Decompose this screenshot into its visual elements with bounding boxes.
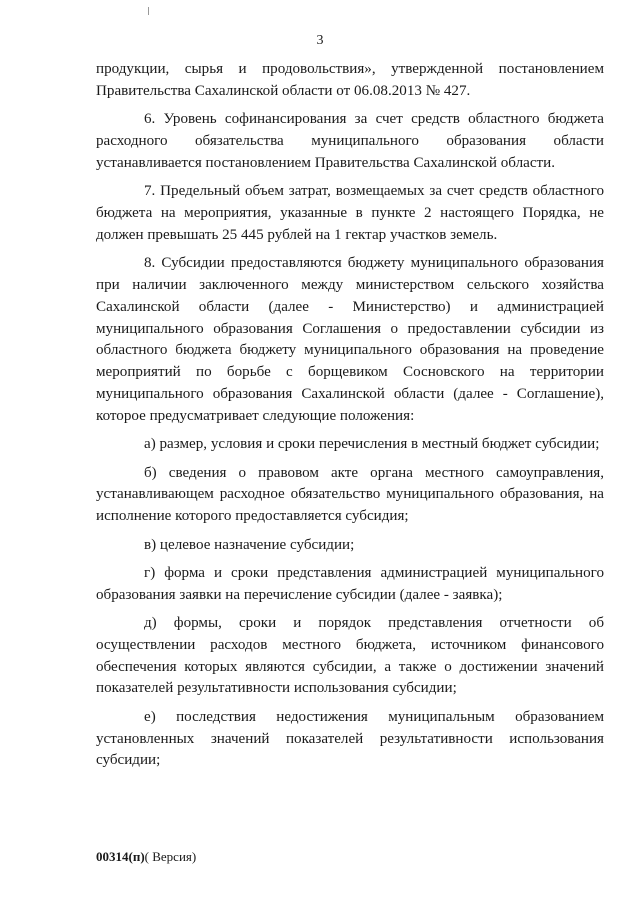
page-number: 3 [316, 33, 324, 48]
list-item-e: е) последствия недостижения муниципальным образованием установленных значений показателей результативности использования субсидии; [96, 708, 604, 769]
list-item-d: д) формы, сроки и порядок представления отчетности об осуществлении расходов местного бюджета, источником финансового обеспечения которых являются субсидии, а также о достижении значений показателей результативности использования субсидии; [96, 615, 604, 697]
document-version: ( Версия) [144, 849, 197, 864]
document-body [96, 59, 604, 779]
paragraph-8: 8. Субсидии предоставляются бюджету муниципального образования при наличии заключенного между министерством сельского хозяйства Сахалинской области (далее - Министерство) и администрацией муниципального образования Соглашения о предоставлении субсидии из областного бюджета бюджету муниципального образования на проведение мероприятий по борьбе с борщевиком Сосновского на территории муниципального образования Сахалинской области (далее - Соглашение), которое предусматривает следующие положения: [96, 255, 604, 424]
list-item-v: в) целевое назначение субсидии; [144, 536, 355, 553]
document-code: 00314(п) [96, 849, 145, 864]
paragraph-continuation: продукции, сырья и продовольствия», утвержденной постановлением Правительства Сахалинской области от 06.08.2013 № 427. [96, 61, 604, 99]
list-item-b: б) сведения о правовом акте органа местного самоуправления, устанавливающем расходное обязательство муниципального образования, на исполнение которого предоставляется субсидия; [96, 464, 604, 525]
paragraph-6: 6. Уровень софинансирования за счет средств областного бюджета расходного обязательства муниципального образования области устанавливается постановлением Правительства Сахалинской области. [96, 111, 604, 171]
scan-mark [148, 7, 149, 15]
list-item-g: г) форма и сроки представления администрацией муниципального образования заявки на перечисление субсидии (далее - заявка); [96, 564, 604, 603]
document-footer [96, 849, 196, 865]
paragraph-7: 7. Предельный объем затрат, возмещаемых за счет средств областного бюджета на мероприятия, указанные в пункте 2 настоящего Порядка, не должен превышать 25 445 рублей на 1 гектар участков земель. [96, 183, 604, 243]
list-item-a: а) размер, условия и сроки перечисления в местный бюджет субсидии; [144, 436, 600, 453]
